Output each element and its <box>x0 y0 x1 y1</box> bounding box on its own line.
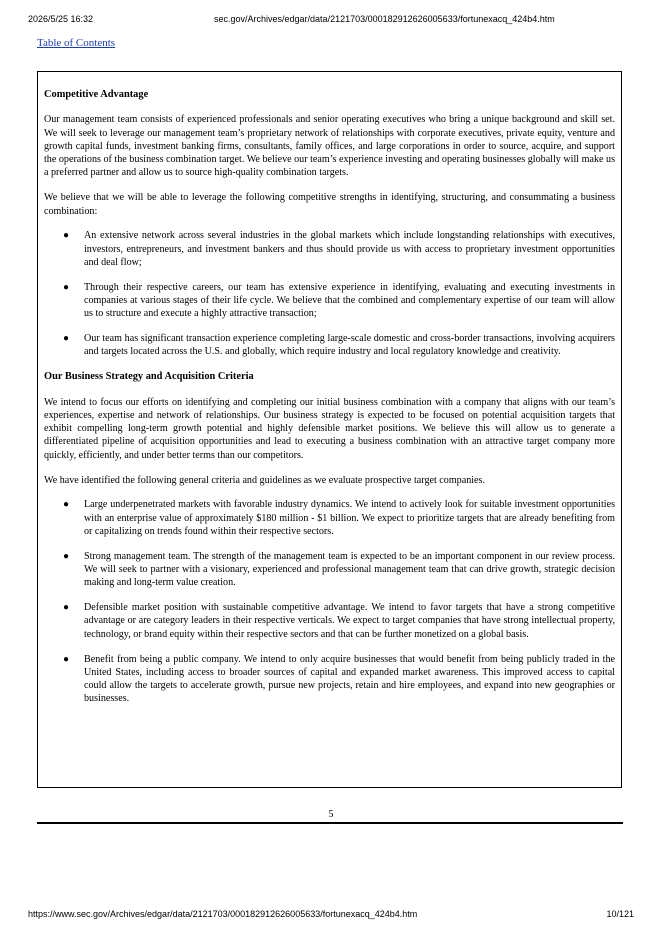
bullet-icon: ● <box>63 230 70 242</box>
bullet-icon: ● <box>63 550 70 562</box>
bullet-icon: ● <box>63 499 70 511</box>
page-divider <box>37 822 623 824</box>
print-page-count: 10/121 <box>606 909 634 919</box>
bullet-icon: ● <box>63 653 70 665</box>
browser-print-footer <box>28 909 634 923</box>
paragraph: Our management team consists of experienced professionals and senior operating executives who bring a unique background and skill set. We will seek to leverage our management team’s proprietary network of relationships with corporate executives, private equity, venture and growth capital funds, investment banking firms, consultants, family offices, and large corporations in order to source, acquire, and support the operations of the business combination target. We believe our team’s experience investing and operating businesses globally will make us a preferred partner and allow us to source high-quality combination targets. <box>44 114 615 179</box>
section-heading-competitive-advantage: Competitive Advantage <box>44 89 149 100</box>
list-item: ● Large underpenetrated markets with favorable industry dynamics. We intend to actively look for suitable investment opportunities with an enterprise value of approximately $180 million - $1 billion. We expect to prioritize targets that are already benefiting from or capitalizing on trends found within their respective sectors. <box>63 499 615 537</box>
list-item: ● Through their respective careers, our team has extensive experience in identifying, evaluating and executing investments in companies at various stages of their life cycle. We believe that the combined and complementary expertise of our team will allow us to structure and execute a highly attractive transaction; <box>63 281 615 320</box>
competitive-strengths-list <box>44 229 615 358</box>
list-item: ● Strong management team. The strength of the management team is expected to be an important component in our review process. We will seek to partner with a visionary, experienced and professional management team that can drive growth, strategic decision making and long-term value creation. <box>63 550 615 589</box>
list-item: ● An extensive network across several industries in the global markets which include longstanding relationships with executives, investors, entrepreneurs, and investment bankers and thus should provide us with access to proprietary investment opportunities and deal flow; <box>63 230 615 268</box>
section-heading-business-strategy: Our Business Strategy and Acquisition Criteria <box>44 371 254 383</box>
browser-print-header <box>28 14 634 28</box>
paragraph: We have identified the following general criteria and guidelines as we evaluate prospective target companies. <box>44 474 485 486</box>
table-of-contents-link[interactable]: Table of Contents <box>37 37 116 49</box>
print-datetime: 2026/5/25 16:32 <box>28 14 94 24</box>
list-item: ● Benefit from being a public company. We intend to only acquire businesses that would benefit from being publicly traded in the United States, including access to broader sources of capital and expanded market awareness. This improved access to capital could allow the targets to accelerate growth, pursue new projects, retain and hire employees, and expand into new geographies or businesses. <box>63 653 615 705</box>
paragraph: We intend to focus our efforts on identifying and completing our initial business combination with a company that aligns with our team’s experiences, expertise and network of relationships. Our business strategy is expected to be focused on potential acquisition targets that exhibit compelling long-term growth potential and highly defensible market positions. We believe this will allow us to generate a differentiated pipeline of acquisition opportunities and lead to executing a business combination with an attractive target company more quickly, efficiently, and under better terms than our competitors. <box>44 396 615 461</box>
print-footer-url: https://www.sec.gov/Archives/edgar/data/2121703/000182912626005633/fortunexacq_424b4.htm <box>28 909 418 919</box>
document-content-box <box>37 71 622 788</box>
acquisition-criteria-list <box>44 498 615 705</box>
page-number: 5 <box>328 809 334 820</box>
print-header-url: sec.gov/Archives/edgar/data/2121703/000182912626005633/fortunexacq_424b4.htm <box>214 14 555 24</box>
bullet-icon: ● <box>63 281 70 293</box>
paragraph: We believe that we will be able to leverage the following competitive strengths in identifying, structuring, and consummating a business combination: <box>44 192 615 217</box>
list-item: ● Defensible market position with sustainable competitive advantage. We intend to favor targets that have a strong competitive advantage or are category leaders in their respective verticals. We expect to target companies that have strong intellectual property, technology, or brand equity within their respective sectors and that can be further monetized on a global basis. <box>63 602 615 640</box>
bullet-icon: ● <box>63 333 70 345</box>
list-item: ● Our team has significant transaction experience completing large-scale domestic and cross-border transactions, involving acquirers and targets located across the U.S. and globally, which require industry and local regulatory knowledge and creativity. <box>63 333 615 358</box>
bullet-icon: ● <box>63 602 70 614</box>
